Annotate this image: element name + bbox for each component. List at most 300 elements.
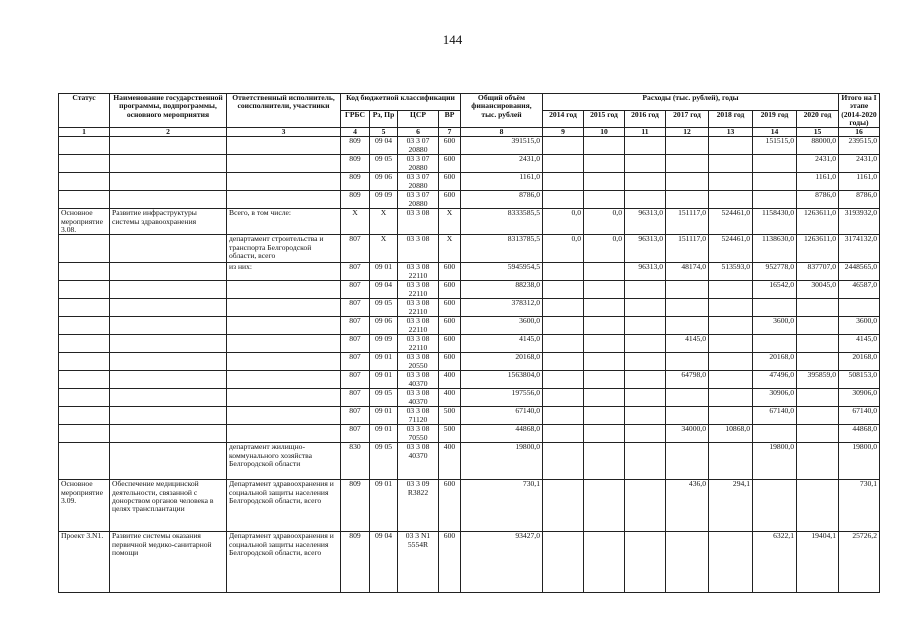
- table-row: [59, 371, 880, 389]
- year-2015-cell: [584, 480, 625, 532]
- year-2016-cell: [625, 191, 666, 209]
- executor-cell: [227, 407, 341, 425]
- stage-total-cell: 67140,0: [839, 407, 880, 425]
- vr-cell: 600: [439, 173, 461, 191]
- year-2017-cell: 151117,0: [666, 235, 709, 263]
- name-cell: [110, 389, 227, 407]
- year-2020-cell: 395859,0: [797, 371, 839, 389]
- total-cell: 20168,0: [461, 353, 543, 371]
- header-total: Общий объём финансирования, тыс. рублей: [461, 94, 543, 128]
- total-cell: 4145,0: [461, 335, 543, 353]
- table-row: [59, 425, 880, 443]
- year-2016-cell: [625, 173, 666, 191]
- year-2016-cell: [625, 425, 666, 443]
- year-2019-cell: [753, 425, 797, 443]
- stage-total-cell: 25726,2: [839, 532, 880, 593]
- executor-cell: [227, 155, 341, 173]
- table-row: [59, 263, 880, 281]
- header-year-2017: 2017 год: [666, 111, 709, 128]
- year-2020-cell: 8786,0: [797, 191, 839, 209]
- rz-cell: 09 01: [370, 407, 398, 425]
- status-cell: Основное мероприятие 3.08.: [59, 209, 110, 235]
- status-cell: [59, 371, 110, 389]
- stage-total-cell: 19800,0: [839, 443, 880, 480]
- column-number: 3: [227, 128, 341, 137]
- vr-cell: 600: [439, 299, 461, 317]
- year-2014-cell: [543, 137, 584, 155]
- year-2017-cell: [666, 191, 709, 209]
- column-number: 14: [753, 128, 797, 137]
- year-2020-cell: [797, 317, 839, 335]
- table-row: [59, 281, 880, 299]
- year-2014-cell: [543, 407, 584, 425]
- table-row: [59, 480, 880, 532]
- header-expenses: Расходы (тыс. рублей), годы: [543, 94, 839, 111]
- csr-cell: 03 3 08 22110: [398, 335, 439, 353]
- stage-total-cell: 8786,0: [839, 191, 880, 209]
- year-2015-cell: [584, 191, 625, 209]
- grbs-cell: 807: [341, 281, 370, 299]
- rz-cell: 09 05: [370, 389, 398, 407]
- year-2019-cell: [753, 335, 797, 353]
- stage-total-cell: 1161,0: [839, 173, 880, 191]
- year-2020-cell: [797, 335, 839, 353]
- name-cell: [110, 353, 227, 371]
- grbs-cell: 807: [341, 425, 370, 443]
- executor-cell: [227, 335, 341, 353]
- column-number: 12: [666, 128, 709, 137]
- executor-cell: [227, 281, 341, 299]
- stage-total-cell: 20168,0: [839, 353, 880, 371]
- year-2015-cell: [584, 155, 625, 173]
- year-2018-cell: [709, 317, 753, 335]
- executor-cell: [227, 389, 341, 407]
- vr-cell: 600: [439, 480, 461, 532]
- year-2020-cell: [797, 407, 839, 425]
- year-2018-cell: [709, 353, 753, 371]
- year-2020-cell: 19404,1: [797, 532, 839, 593]
- header-name: Наименование государственной программы, подпрограммы, основного мероприятия: [110, 94, 227, 128]
- year-2017-cell: [666, 389, 709, 407]
- year-2018-cell: [709, 137, 753, 155]
- year-2019-cell: [753, 299, 797, 317]
- column-number: 8: [461, 128, 543, 137]
- year-2018-cell: [709, 335, 753, 353]
- status-cell: [59, 425, 110, 443]
- year-2016-cell: [625, 137, 666, 155]
- rz-cell: 09 04: [370, 281, 398, 299]
- executor-cell: [227, 191, 341, 209]
- year-2014-cell: [543, 371, 584, 389]
- vr-cell: 500: [439, 425, 461, 443]
- year-2014-cell: [543, 173, 584, 191]
- header-csr: ЦСР: [398, 111, 439, 128]
- csr-cell: 03 3 08 40370: [398, 443, 439, 480]
- year-2015-cell: 0,0: [584, 235, 625, 263]
- total-cell: 44868,0: [461, 425, 543, 443]
- executor-cell: [227, 317, 341, 335]
- year-2017-cell: [666, 299, 709, 317]
- table-row: [59, 137, 880, 155]
- total-cell: 197556,0: [461, 389, 543, 407]
- stage-total-cell: 730,1: [839, 480, 880, 532]
- total-cell: 1563804,0: [461, 371, 543, 389]
- header-year-2020: 2020 год: [797, 111, 839, 128]
- table-row: [59, 389, 880, 407]
- csr-cell: 03 3 08 71120: [398, 407, 439, 425]
- year-2015-cell: [584, 407, 625, 425]
- column-number: 6: [398, 128, 439, 137]
- stage-total-cell: 30906,0: [839, 389, 880, 407]
- year-2017-cell: [666, 155, 709, 173]
- status-cell: [59, 299, 110, 317]
- year-2015-cell: [584, 371, 625, 389]
- year-2015-cell: [584, 263, 625, 281]
- name-cell: [110, 317, 227, 335]
- year-2016-cell: 96313,0: [625, 235, 666, 263]
- year-2018-cell: [709, 299, 753, 317]
- year-2020-cell: 837707,0: [797, 263, 839, 281]
- year-2015-cell: [584, 353, 625, 371]
- year-2019-cell: 67140,0: [753, 407, 797, 425]
- year-2017-cell: 4145,0: [666, 335, 709, 353]
- status-cell: [59, 317, 110, 335]
- stage-total-cell: 3193932,0: [839, 209, 880, 235]
- rz-cell: X: [370, 235, 398, 263]
- year-2020-cell: 1161,0: [797, 173, 839, 191]
- column-number: 4: [341, 128, 370, 137]
- vr-cell: 600: [439, 263, 461, 281]
- csr-cell: 03 3 07 20880: [398, 173, 439, 191]
- name-cell: [110, 263, 227, 281]
- year-2020-cell: 1263611,0: [797, 235, 839, 263]
- header-year-2015: 2015 год: [584, 111, 625, 128]
- year-2014-cell: [543, 532, 584, 593]
- year-2020-cell: 88000,0: [797, 137, 839, 155]
- rz-cell: 09 06: [370, 317, 398, 335]
- name-cell: Развитие инфраструктуры системы здравоохранения: [110, 209, 227, 235]
- year-2020-cell: 30045,0: [797, 281, 839, 299]
- table-row: [59, 335, 880, 353]
- total-cell: 1161,0: [461, 173, 543, 191]
- csr-cell: 03 3 08 70550: [398, 425, 439, 443]
- total-cell: 67140,0: [461, 407, 543, 425]
- stage-total-cell: 508153,0: [839, 371, 880, 389]
- csr-cell: 03 3 07 20880: [398, 155, 439, 173]
- stage-total-cell: [839, 299, 880, 317]
- csr-cell: 03 3 08: [398, 235, 439, 263]
- total-cell: 93427,0: [461, 532, 543, 593]
- csr-cell: 03 3 08 22110: [398, 299, 439, 317]
- year-2015-cell: [584, 532, 625, 593]
- year-2017-cell: 48174,0: [666, 263, 709, 281]
- year-2014-cell: [543, 480, 584, 532]
- year-2016-cell: 96313,0: [625, 263, 666, 281]
- year-2018-cell: 524461,0: [709, 209, 753, 235]
- rz-cell: 09 04: [370, 532, 398, 593]
- executor-cell: департамент жилищно-коммунального хозяйства Белгородской области: [227, 443, 341, 480]
- csr-cell: 03 3 08 22110: [398, 317, 439, 335]
- year-2018-cell: [709, 281, 753, 299]
- header-vr: ВР: [439, 111, 461, 128]
- name-cell: Обеспечение медицинской деятельности, связанной с донорством органов человека в целях трансплантации: [110, 480, 227, 532]
- table-row: [59, 173, 880, 191]
- year-2017-cell: 151117,0: [666, 209, 709, 235]
- name-cell: [110, 425, 227, 443]
- header-executor: Ответственный исполнитель, соисполнители, участники: [227, 94, 341, 128]
- executor-cell: Департамент здравоохранения и социальной защиты населения Белгородской области, всего: [227, 532, 341, 593]
- header-budget-code: Код бюджетной классификации: [341, 94, 461, 111]
- executor-cell: [227, 353, 341, 371]
- status-cell: [59, 191, 110, 209]
- table-row: [59, 317, 880, 335]
- year-2019-cell: 952778,0: [753, 263, 797, 281]
- stage-total-cell: 239515,0: [839, 137, 880, 155]
- year-2015-cell: [584, 299, 625, 317]
- csr-cell: 03 3 08 20550: [398, 353, 439, 371]
- total-cell: 3600,0: [461, 317, 543, 335]
- status-cell: Проект 3.N1.: [59, 532, 110, 593]
- vr-cell: 600: [439, 137, 461, 155]
- year-2016-cell: [625, 317, 666, 335]
- year-2016-cell: [625, 480, 666, 532]
- year-2016-cell: [625, 371, 666, 389]
- total-cell: 8333585,5: [461, 209, 543, 235]
- csr-cell: 03 3 09 R3822: [398, 480, 439, 532]
- grbs-cell: 809: [341, 173, 370, 191]
- csr-cell: 03 3 08 22110: [398, 281, 439, 299]
- column-number: 5: [370, 128, 398, 137]
- table-row: [59, 353, 880, 371]
- vr-cell: X: [439, 209, 461, 235]
- rz-cell: 09 09: [370, 191, 398, 209]
- header-status: Статус: [59, 94, 110, 128]
- rz-cell: 09 01: [370, 371, 398, 389]
- table-row: [59, 532, 880, 593]
- csr-cell: 03 3 07 20880: [398, 137, 439, 155]
- year-2015-cell: [584, 443, 625, 480]
- year-2017-cell: 436,0: [666, 480, 709, 532]
- stage-total-cell: 3174132,0: [839, 235, 880, 263]
- total-cell: 88238,0: [461, 281, 543, 299]
- name-cell: [110, 155, 227, 173]
- name-cell: Развитие системы оказания первичной медико-санитарной помощи: [110, 532, 227, 593]
- rz-cell: 09 05: [370, 155, 398, 173]
- header-year-2016: 2016 год: [625, 111, 666, 128]
- year-2016-cell: [625, 335, 666, 353]
- name-cell: [110, 235, 227, 263]
- grbs-cell: 830: [341, 443, 370, 480]
- year-2018-cell: [709, 443, 753, 480]
- table-row: [59, 155, 880, 173]
- column-number: 7: [439, 128, 461, 137]
- rz-cell: 09 09: [370, 335, 398, 353]
- grbs-cell: 809: [341, 480, 370, 532]
- csr-cell: 03 3 N1 5554R: [398, 532, 439, 593]
- total-cell: 8313785,5: [461, 235, 543, 263]
- status-cell: [59, 389, 110, 407]
- year-2014-cell: [543, 443, 584, 480]
- csr-cell: 03 3 08 40370: [398, 371, 439, 389]
- year-2020-cell: [797, 389, 839, 407]
- column-number: 1: [59, 128, 110, 137]
- vr-cell: 600: [439, 155, 461, 173]
- executor-cell: [227, 173, 341, 191]
- stage-total-cell: 44868,0: [839, 425, 880, 443]
- vr-cell: 400: [439, 371, 461, 389]
- table-row: [59, 191, 880, 209]
- year-2015-cell: [584, 317, 625, 335]
- name-cell: [110, 191, 227, 209]
- year-2018-cell: 524461,0: [709, 235, 753, 263]
- status-cell: [59, 335, 110, 353]
- table-row: [59, 235, 880, 263]
- year-2018-cell: [709, 191, 753, 209]
- status-cell: [59, 263, 110, 281]
- year-2015-cell: [584, 173, 625, 191]
- year-2014-cell: [543, 425, 584, 443]
- year-2020-cell: [797, 299, 839, 317]
- year-2015-cell: [584, 335, 625, 353]
- vr-cell: 600: [439, 532, 461, 593]
- stage-total-cell: 2431,0: [839, 155, 880, 173]
- budget-table: [58, 93, 880, 593]
- year-2014-cell: [543, 353, 584, 371]
- name-cell: [110, 281, 227, 299]
- table-row: [59, 443, 880, 480]
- executor-cell: департамент строительства и транспорта Белгородской области, всего: [227, 235, 341, 263]
- grbs-cell: 809: [341, 191, 370, 209]
- year-2018-cell: [709, 155, 753, 173]
- name-cell: [110, 173, 227, 191]
- year-2018-cell: 294,1: [709, 480, 753, 532]
- status-cell: [59, 137, 110, 155]
- name-cell: [110, 371, 227, 389]
- column-number: 15: [797, 128, 839, 137]
- grbs-cell: 807: [341, 353, 370, 371]
- executor-cell: [227, 425, 341, 443]
- name-cell: [110, 443, 227, 480]
- total-cell: 19800,0: [461, 443, 543, 480]
- year-2019-cell: 47496,0: [753, 371, 797, 389]
- name-cell: [110, 407, 227, 425]
- executor-cell: Департамент здравоохранения и социальной защиты населения Белгородской области, всего: [227, 480, 341, 532]
- stage-total-cell: 4145,0: [839, 335, 880, 353]
- vr-cell: 600: [439, 191, 461, 209]
- year-2019-cell: 3600,0: [753, 317, 797, 335]
- year-2019-cell: [753, 191, 797, 209]
- vr-cell: 400: [439, 389, 461, 407]
- grbs-cell: 807: [341, 407, 370, 425]
- csr-cell: 03 3 08 22110: [398, 263, 439, 281]
- total-cell: 378312,0: [461, 299, 543, 317]
- header-stage-total: Итого на I этапе (2014-2020 годы): [839, 94, 880, 128]
- year-2018-cell: [709, 389, 753, 407]
- year-2017-cell: [666, 173, 709, 191]
- csr-cell: 03 3 08 40370: [398, 389, 439, 407]
- year-2016-cell: [625, 281, 666, 299]
- year-2019-cell: 1138630,0: [753, 235, 797, 263]
- column-number-row: [59, 128, 880, 137]
- stage-total-cell: 46587,0: [839, 281, 880, 299]
- column-number: 10: [584, 128, 625, 137]
- year-2014-cell: 0,0: [543, 235, 584, 263]
- total-cell: 8786,0: [461, 191, 543, 209]
- column-number: 16: [839, 128, 880, 137]
- year-2019-cell: 20168,0: [753, 353, 797, 371]
- header-year-2019: 2019 год: [753, 111, 797, 128]
- grbs-cell: X: [341, 209, 370, 235]
- year-2014-cell: [543, 281, 584, 299]
- year-2015-cell: [584, 281, 625, 299]
- grbs-cell: 807: [341, 371, 370, 389]
- rz-cell: 09 06: [370, 173, 398, 191]
- year-2020-cell: [797, 480, 839, 532]
- vr-cell: 600: [439, 281, 461, 299]
- year-2016-cell: [625, 443, 666, 480]
- year-2014-cell: [543, 389, 584, 407]
- year-2017-cell: [666, 443, 709, 480]
- year-2017-cell: [666, 281, 709, 299]
- executor-cell: Всего, в том числе:: [227, 209, 341, 235]
- rz-cell: 09 01: [370, 480, 398, 532]
- year-2019-cell: [753, 480, 797, 532]
- year-2016-cell: [625, 407, 666, 425]
- column-number: 2: [110, 128, 227, 137]
- vr-cell: 600: [439, 353, 461, 371]
- rz-cell: 09 05: [370, 299, 398, 317]
- name-cell: [110, 299, 227, 317]
- rz-cell: 09 01: [370, 353, 398, 371]
- vr-cell: 400: [439, 443, 461, 480]
- year-2017-cell: [666, 532, 709, 593]
- status-cell: [59, 173, 110, 191]
- year-2016-cell: [625, 353, 666, 371]
- rz-cell: 09 04: [370, 137, 398, 155]
- year-2015-cell: 0,0: [584, 209, 625, 235]
- year-2015-cell: [584, 137, 625, 155]
- year-2020-cell: 1263611,0: [797, 209, 839, 235]
- column-number: 9: [543, 128, 584, 137]
- year-2020-cell: 2431,0: [797, 155, 839, 173]
- vr-cell: X: [439, 235, 461, 263]
- year-2014-cell: [543, 317, 584, 335]
- rz-cell: 09 05: [370, 443, 398, 480]
- vr-cell: 600: [439, 317, 461, 335]
- year-2020-cell: [797, 443, 839, 480]
- stage-total-cell: 3600,0: [839, 317, 880, 335]
- year-2015-cell: [584, 389, 625, 407]
- executor-cell: из них:: [227, 263, 341, 281]
- year-2014-cell: [543, 155, 584, 173]
- grbs-cell: 807: [341, 263, 370, 281]
- year-2014-cell: [543, 335, 584, 353]
- grbs-cell: 809: [341, 155, 370, 173]
- year-2019-cell: 6322,1: [753, 532, 797, 593]
- year-2016-cell: [625, 532, 666, 593]
- status-cell: [59, 407, 110, 425]
- year-2018-cell: [709, 532, 753, 593]
- year-2019-cell: 1158430,0: [753, 209, 797, 235]
- status-cell: [59, 281, 110, 299]
- year-2017-cell: 64798,0: [666, 371, 709, 389]
- name-cell: [110, 335, 227, 353]
- year-2014-cell: [543, 191, 584, 209]
- table-row: [59, 407, 880, 425]
- header-rz: Рз, Пр: [370, 111, 398, 128]
- column-number: 11: [625, 128, 666, 137]
- year-2019-cell: 30906,0: [753, 389, 797, 407]
